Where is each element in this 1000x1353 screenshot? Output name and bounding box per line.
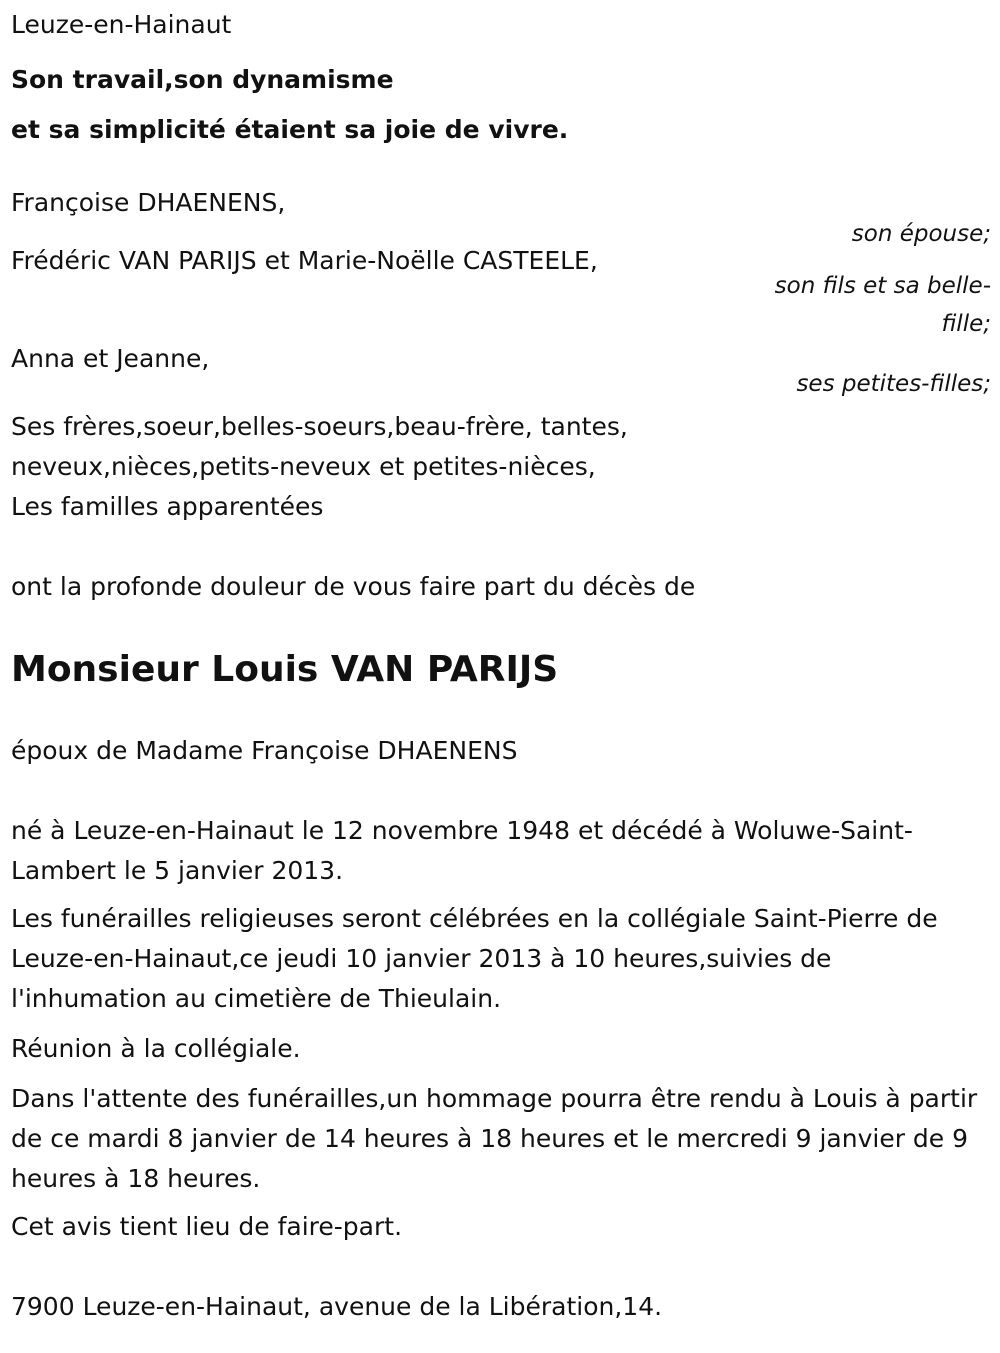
family-member-son bbox=[11, 241, 991, 343]
deceased-name: Monsieur Louis VAN PARIJS bbox=[11, 649, 559, 690]
family-member-granddaughters bbox=[11, 339, 991, 403]
address: 7900 Leuze-en-Hainaut, avenue de la Libération,14. bbox=[11, 1292, 663, 1321]
family-member-role: ses petites-filles; bbox=[796, 371, 991, 397]
family-member-role: son épouse; bbox=[851, 221, 991, 247]
town-heading: Leuze-en-Hainaut bbox=[11, 10, 232, 39]
relatives-line-2: neveux,nièces,petits-neveux et petites-nièces, bbox=[11, 452, 596, 481]
notice-text: Cet avis tient lieu de faire-part. bbox=[11, 1212, 403, 1241]
relatives-line-3: Les familles apparentées bbox=[11, 492, 324, 521]
spouse-line: époux de Madame Françoise DHAENENS bbox=[11, 736, 518, 765]
relatives-line-1: Ses frères,soeur,belles-soeurs,beau-frère, tantes, bbox=[11, 412, 628, 441]
family-member-role: son fils et sa belle-fille; bbox=[774, 273, 991, 337]
quote-line-1: Son travail,son dynamisme bbox=[11, 65, 394, 94]
family-member-name: Frédéric VAN PARIJS et Marie-Noëlle CASTEELE, bbox=[11, 246, 598, 275]
quote-line-2: et sa simplicité étaient sa joie de vivre. bbox=[11, 115, 569, 144]
quote bbox=[11, 55, 991, 155]
funeral-details: Les funérailles religieuses seront célébrées en la collégiale Saint-Pierre de Leuze-en-Hainaut,ce jeudi 10 janvier 2013 à 10 heures,suivies de l'inhumation au cimetière de Thieulain. bbox=[11, 904, 938, 1013]
birth-death-details: né à Leuze-en-Hainaut le 12 novembre 1948 et décédé à Woluwe-Saint-Lambert le 5 janvier 2013. bbox=[11, 816, 913, 885]
tribute-details: Dans l'attente des funérailles,un hommage pourra être rendu à Louis à partir de ce mardi 8 janvier de 14 heures à 18 heures et le mercredi 9 janvier de 9 heures à 18 heures. bbox=[11, 1084, 978, 1193]
obituary-notice bbox=[11, 5, 991, 1327]
family-member-name: Anna et Jeanne, bbox=[11, 344, 210, 373]
relatives-block bbox=[11, 407, 991, 527]
family-member-name: Françoise DHAENENS, bbox=[11, 188, 286, 217]
meeting-details: Réunion à la collégiale. bbox=[11, 1034, 301, 1063]
announcement: ont la profonde douleur de vous faire part du décès de bbox=[11, 572, 696, 601]
